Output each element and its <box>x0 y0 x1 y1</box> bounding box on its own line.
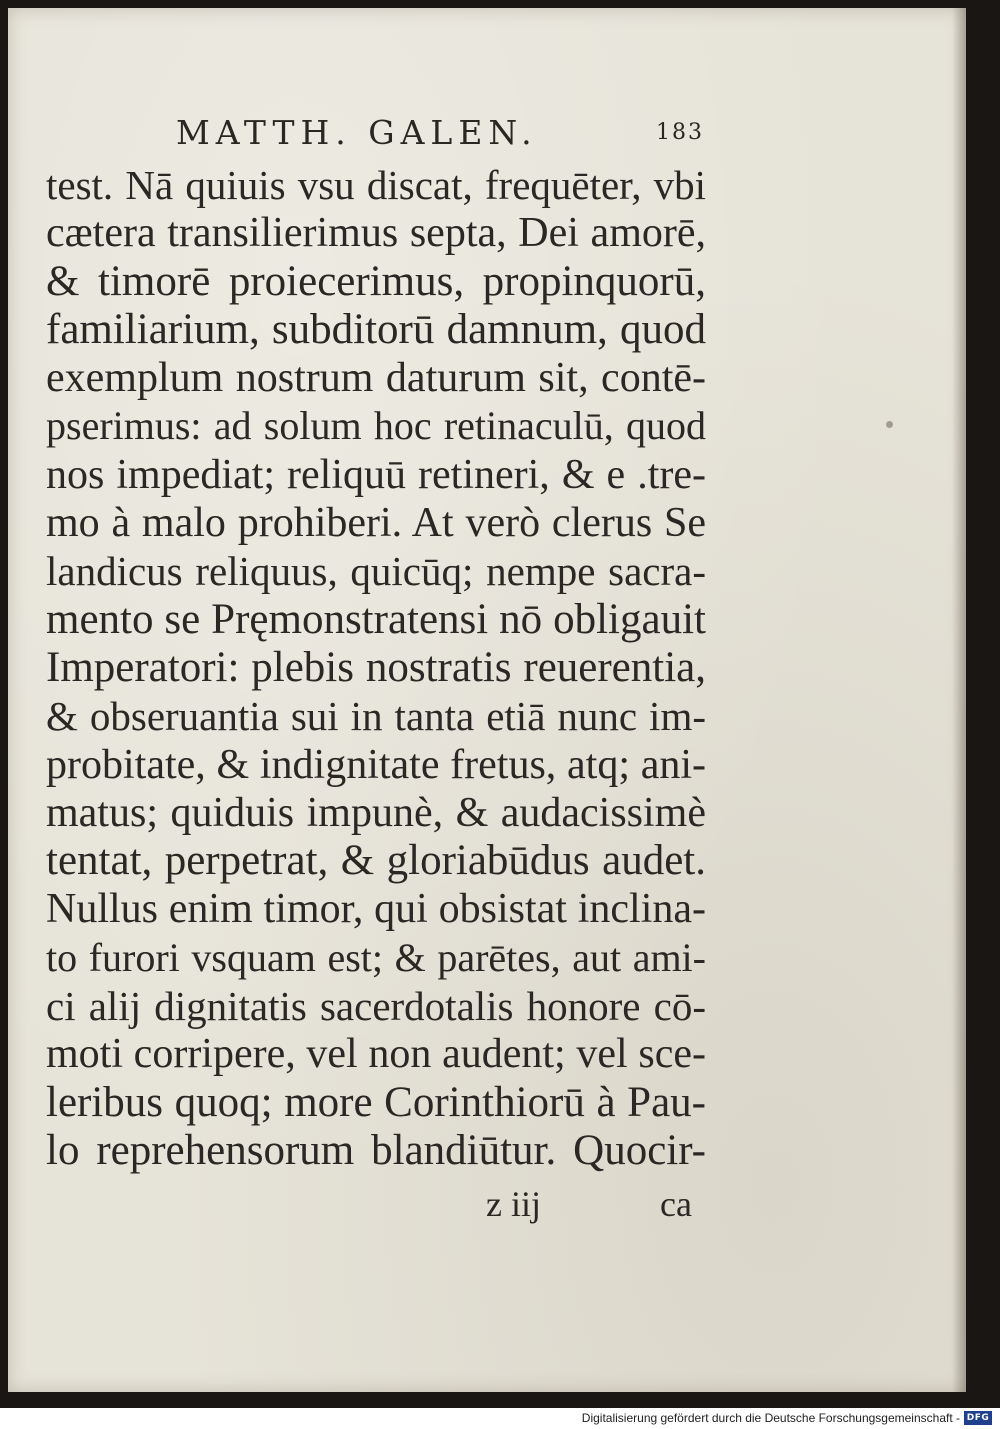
text-line: & obseruantia sui in tanta etiā nunc im- <box>46 693 706 740</box>
text-line: mo à malo prohiberi. At verò clerus Se <box>46 500 706 547</box>
text-line: cætera transilierimus septa, Dei amorē, <box>46 210 706 257</box>
text-line: nos impediat; reliquū retineri, & e .tre- <box>46 451 706 498</box>
text-line: probitate, & indignitate fretus, atq; ani- <box>46 741 706 788</box>
text-line: tentat, perpetrat, & gloriabūdus audet. <box>46 837 706 885</box>
signature-mark: z iij <box>486 1184 541 1224</box>
catchword: ca <box>660 1184 692 1224</box>
text-line: test. Nā quiuis vsu discat, frequēter, vbi <box>46 162 706 208</box>
text-line: ci alij dignitatis sacerdotalis honore cō- <box>46 983 706 1030</box>
text-line: matus; quiduis impunè, & audacissimè <box>46 789 706 836</box>
text-line: & timorē proiecerimus, propinquorū, <box>46 257 706 305</box>
text-line: Imperatori: plebis nostratis reuerentia, <box>46 643 706 691</box>
text-line: exemplum nostrum daturum sit, contē- <box>46 355 706 402</box>
running-head: MATTH. GALEN. <box>176 113 538 152</box>
text-line: leribus quoq; more Corinthiorū à Pau- <box>46 1078 706 1126</box>
footer-bar <box>0 1408 1000 1429</box>
body-text <box>46 161 706 1175</box>
dfg-logo: DFG <box>964 1411 992 1425</box>
page-number: 183 <box>656 120 704 145</box>
text-line: Nullus enim timor, qui obsistat inclina- <box>46 886 706 933</box>
paper-stain <box>886 421 893 428</box>
text-line: lo reprehensorum blandiūtur. Quocir- <box>46 1126 706 1174</box>
text-line: landicus reliquus, quicūq; nempe sacra- <box>46 548 706 595</box>
funding-credit: Digitalisierung gefördert durch die Deutsche Forschungsgemeinschaft - <box>581 1411 960 1425</box>
text-line: familiarium, subditorū damnum, quod <box>46 305 706 353</box>
text-line: to furori vsquam est; & parētes, aut ami- <box>46 934 706 980</box>
text-line: moti corripere, vel non audent; vel sce- <box>46 1031 706 1078</box>
page-edge-shadow <box>952 8 966 1392</box>
text-line: mento se Pręmonstratensi nō obligauit <box>46 595 706 643</box>
text-line: pserimus: ad solum hoc retinaculū, quod <box>46 403 706 449</box>
book-page <box>8 8 966 1392</box>
